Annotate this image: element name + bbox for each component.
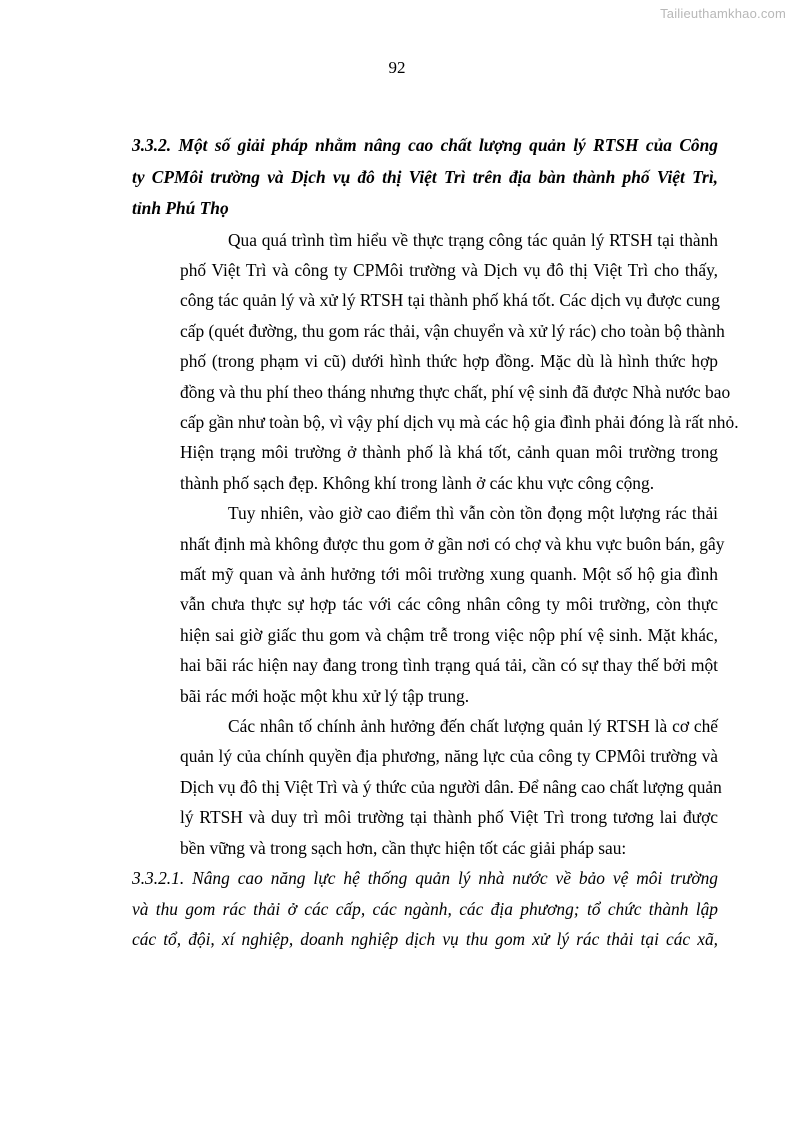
document-body: [132, 130, 739, 955]
text-line: Qua quá trình tìm hiểu về thực trạng công tác quản lý RTSH tại thành: [228, 229, 718, 250]
subsection-heading: [132, 863, 718, 955]
text-line: đồng và thu phí theo tháng nhưng thực chất, phí vệ sinh đã được Nhà nước bao: [180, 381, 731, 402]
text-line: công tác quản lý và xử lý RTSH tại thành phố khá tốt. Các dịch vụ được cung: [180, 290, 720, 311]
text-line: thành phố sạch đẹp. Không khí trong lành ở các khu vực công cộng.: [180, 472, 655, 493]
text-line: quản lý của chính quyền địa phương, năng lực của công ty CPMôi trường và: [180, 746, 718, 767]
text-line: bãi rác mới hoặc một khu xử lý tập trung.: [180, 685, 470, 706]
section-heading: [132, 130, 718, 225]
heading-line: 3.3.2. Một số giải pháp nhằm nâng cao chất lượng quản lý RTSH của Công: [132, 135, 718, 155]
text-line: hai bãi rác hiện nay đang trong tình trạng quá tải, cần có sự thay thế bởi một: [180, 655, 718, 676]
subheading-line: các tổ, đội, xí nghiệp, doanh nghiệp dịch vụ thu gom xử lý rác thải tại các xã,: [132, 929, 718, 950]
text-line: Tuy nhiên, vào giờ cao điểm thì vẫn còn tồn đọng một lượng rác thải: [228, 503, 718, 524]
text-line: cấp (quét đường, thu gom rác thải, vận chuyển và xử lý rác) cho toàn bộ thành: [180, 320, 725, 341]
text-line: mất mỹ quan và ảnh hưởng tới môi trường xung quanh. Một số hộ gia đình: [180, 563, 718, 584]
text-line: phố (trong phạm vi cũ) dưới hình thức hợp đồng. Mặc dù là hình thức hợp: [180, 351, 718, 372]
text-line: bền vững và trong sạch hơn, cần thực hiện tốt các giải pháp sau:: [180, 837, 627, 858]
text-line: Các nhân tố chính ảnh hưởng đến chất lượng quản lý RTSH là cơ chế: [228, 716, 718, 736]
text-line: hiện sai giờ giấc thu gom và chậm trễ trong việc nộp phí vệ sinh. Mặt khác,: [180, 624, 718, 645]
heading-line: ty CPMôi trường và Dịch vụ đô thị Việt Trì trên địa bàn thành phố Việt Trì,: [132, 166, 718, 187]
text-line: lý RTSH và duy trì môi trường tại thành phố Việt Trì trong tương lai được: [180, 807, 718, 828]
page-number: 92: [388, 58, 406, 77]
text-line: phố Việt Trì và công ty CPMôi trường và Dịch vụ đô thị Việt Trì cho thấy,: [180, 259, 718, 280]
paragraph-issues: [132, 498, 725, 711]
paragraph-current-status: [132, 225, 739, 499]
watermark: Tailieuthamkhao.com: [660, 6, 786, 21]
text-line: vẫn chưa thực sự hợp tác với các công nhân công ty môi trường, còn thực: [180, 594, 718, 615]
text-line: Dịch vụ đô thị Việt Trì và ý thức của người dân. Để nâng cao chất lượng quản: [180, 776, 722, 797]
heading-line: tỉnh Phú Thọ: [132, 198, 229, 218]
subheading-line: và thu gom rác thải ở các cấp, các ngành, các địa phương; tổ chức thành lập: [132, 898, 718, 919]
subheading-line: 3.3.2.1. Nâng cao năng lực hệ thống quản lý nhà nước về bảo vệ môi trường: [132, 868, 718, 889]
paragraph-factors: [132, 711, 722, 863]
text-line: nhất định mà không được thu gom ở gần nơi có chợ và khu vực buôn bán, gây: [180, 533, 725, 554]
text-line: Hiện trạng môi trường ở thành phố là khá tốt, cảnh quan môi trường trong: [180, 442, 718, 463]
text-line: cấp gần như toàn bộ, vì vậy phí dịch vụ mà các hộ gia đình phải đóng là rất nhỏ.: [180, 411, 739, 432]
